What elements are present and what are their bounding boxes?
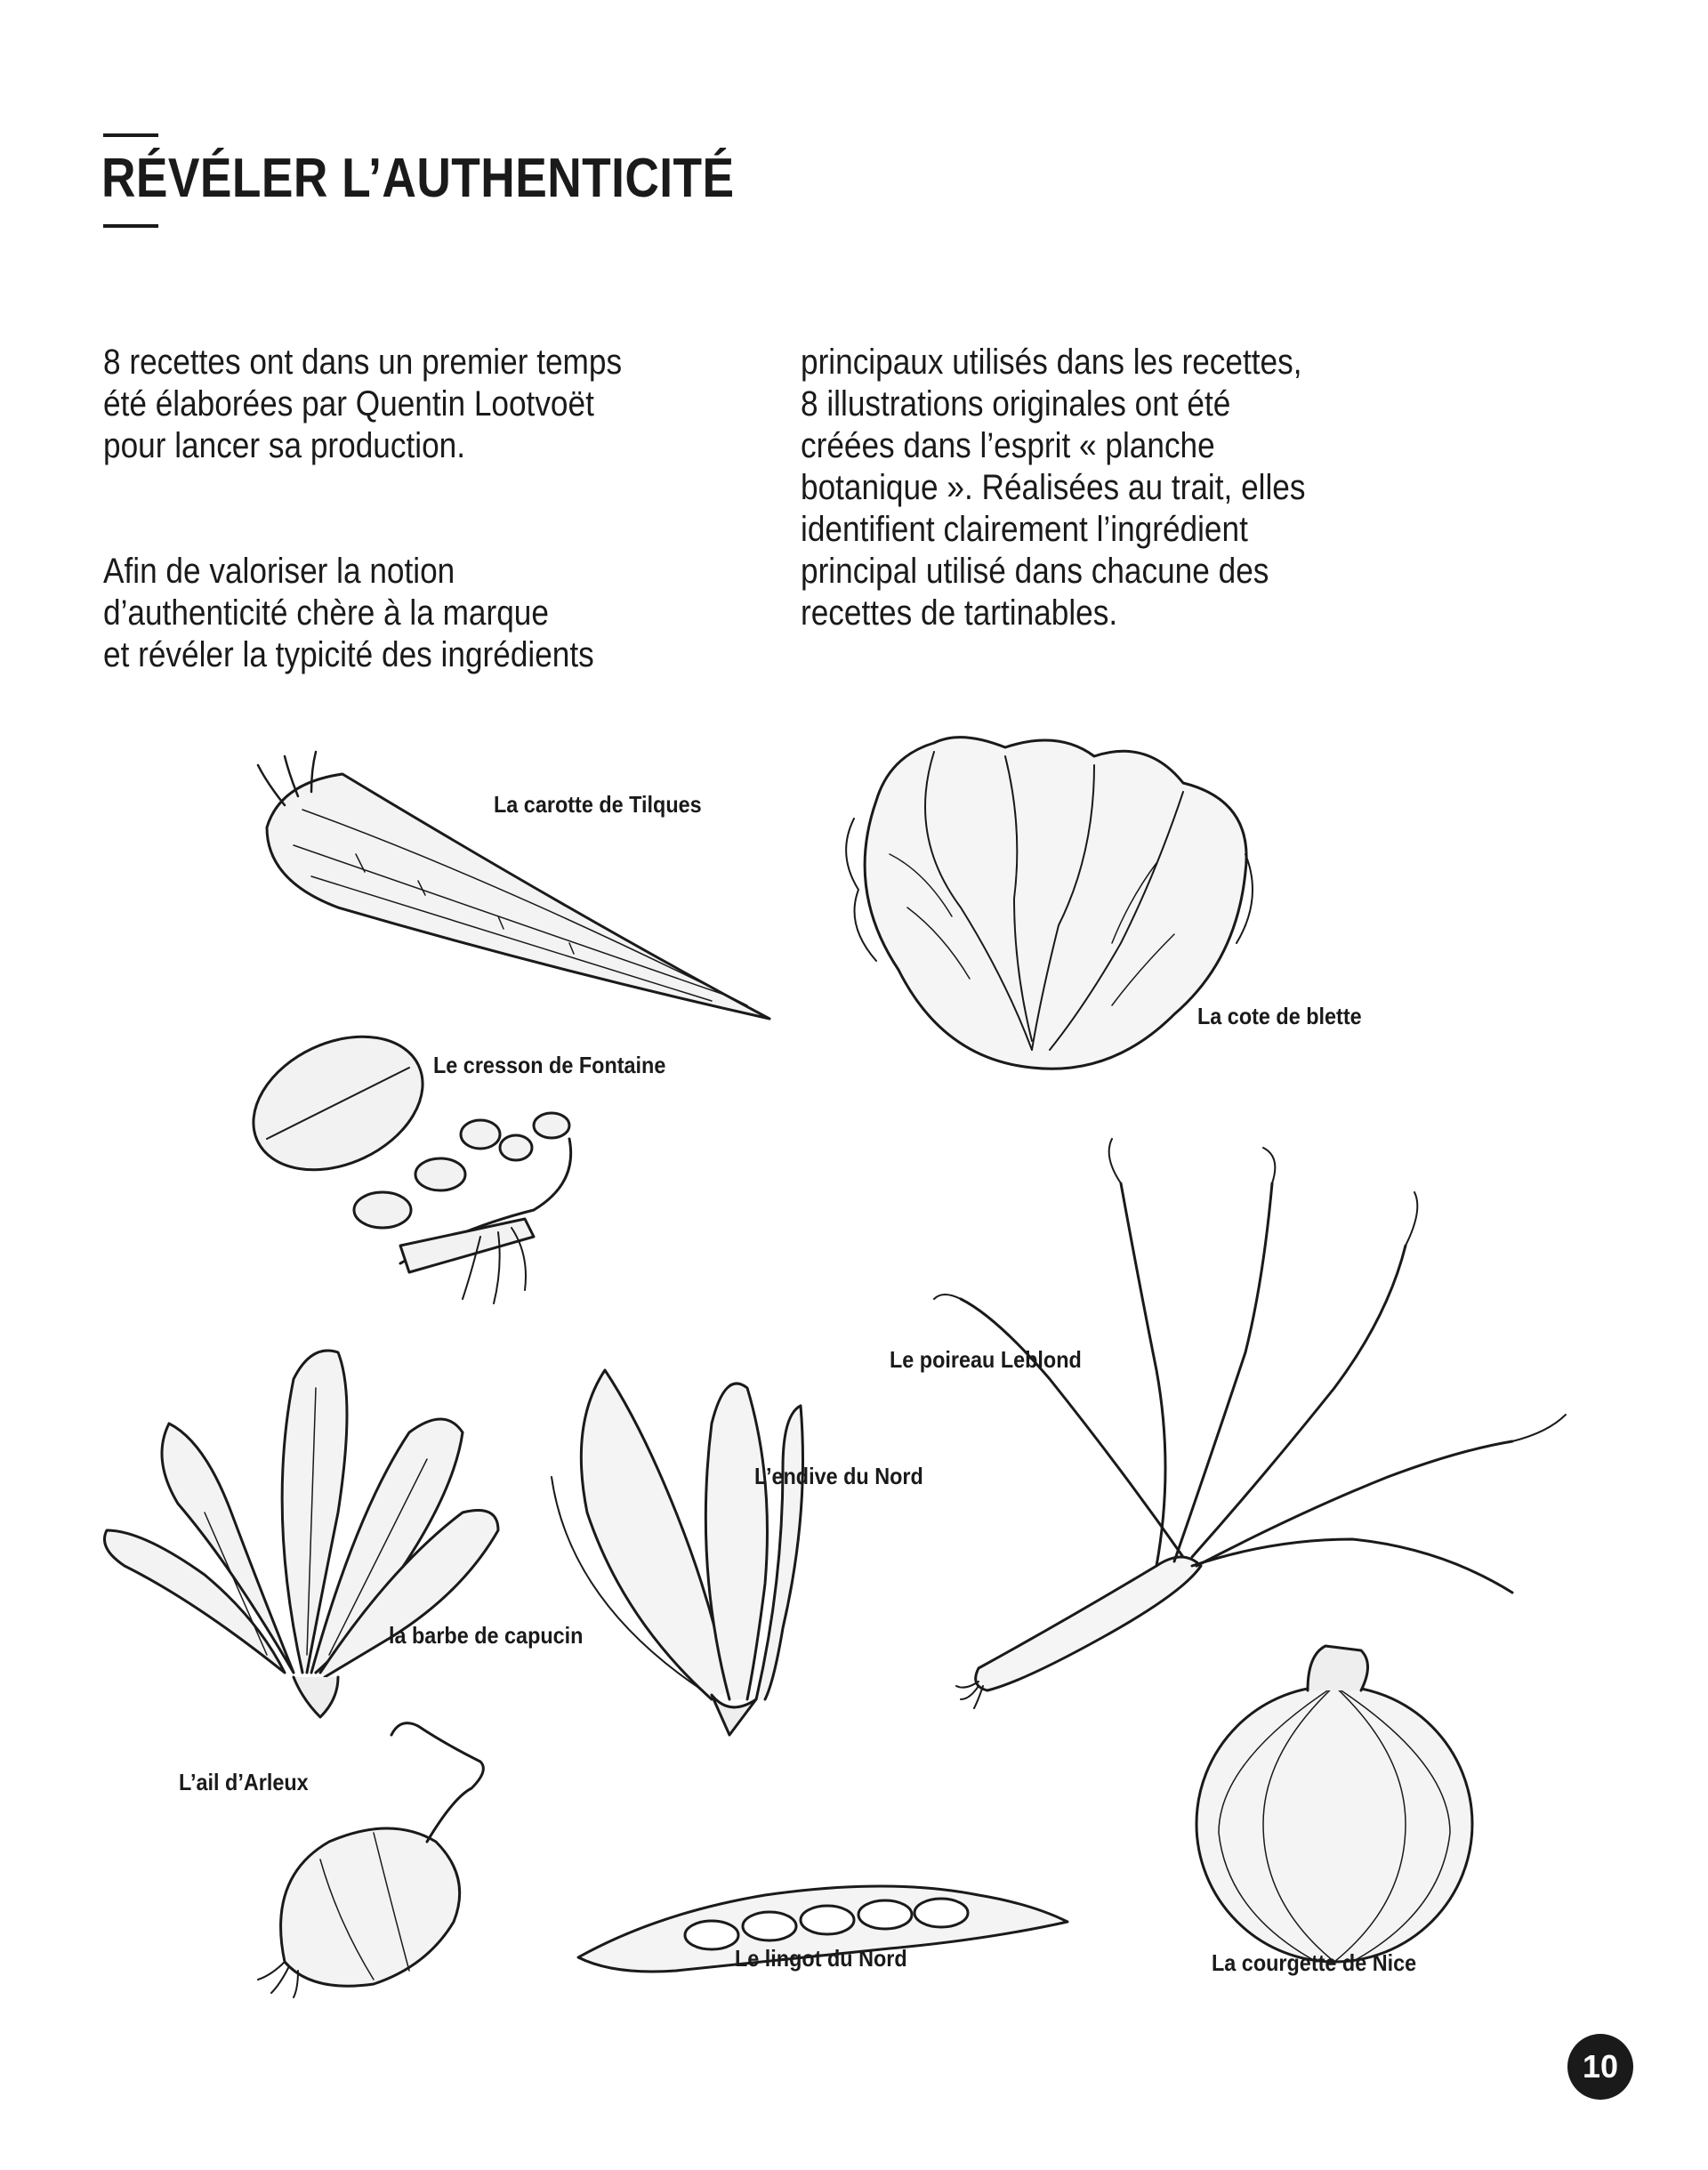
endive-illustration — [552, 1370, 803, 1735]
label-courgette: La courgette de Nice — [1212, 1949, 1417, 1976]
intro-paragraph-1: 8 recettes ont dans un premier temps été élaborées par Quentin Lootvoët pour lancer sa production. — [103, 343, 623, 465]
label-ail: L’ail d’Arleux — [179, 1769, 309, 1795]
poireau-illustration — [934, 1139, 1566, 1708]
label-cresson: Le cresson de Fontaine — [433, 1052, 666, 1078]
label-poireau: Le poireau Leblond — [890, 1346, 1082, 1373]
label-carotte: La carotte de Tilques — [494, 791, 702, 818]
chard-illustration — [846, 738, 1253, 1069]
label-blette: La cote de blette — [1197, 1003, 1362, 1029]
ail-illustration — [258, 1723, 483, 1997]
courgette-illustration — [1196, 1646, 1472, 1962]
page-number: 10 — [1567, 2034, 1633, 2100]
intro-paragraph-2: Afin de valoriser la notion d’authenticité chère à la marque et révéler la typicité des ingrédients — [103, 552, 594, 674]
label-lingot: Le lingot du Nord — [735, 1945, 907, 1972]
intro-paragraph-3: principaux utilisés dans les recettes, 8 illustrations originales ont été créées dans l’esprit « planche botanique ». Réalisées au trait, elles identifient clairement l’ingrédient principal utilisé dans chacune des recettes de tartinables. — [801, 343, 1306, 633]
page-title: RÉVÉLER L’AUTHENTICITÉ — [101, 148, 735, 209]
label-capucin: la barbe de capucin — [389, 1622, 584, 1649]
capucin-illustration — [105, 1351, 499, 1717]
label-endive: L’endive du Nord — [754, 1463, 923, 1489]
